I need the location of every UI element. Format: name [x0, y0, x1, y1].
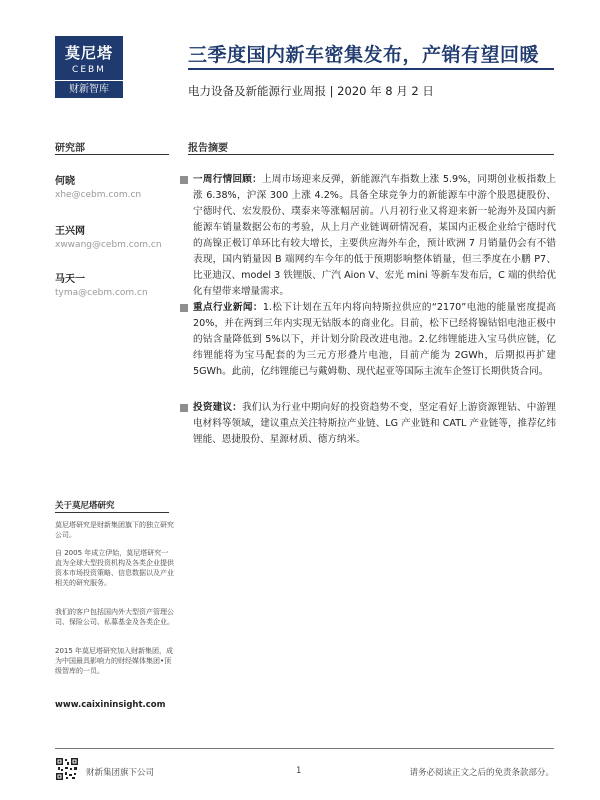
about-paragraph: 自 2005 年成立伊始，莫尼塔研究一直为全球大型投资机构及各类企业提供资本市场投资策略、信息数据以及产业相关的研究服务。	[55, 549, 174, 587]
about-heading: 关于莫尼塔研究	[55, 501, 115, 511]
analyst-entry	[55, 222, 175, 250]
bullet-heading: 一周行情回顾：	[193, 174, 263, 185]
bullet-heading: 投资建议：	[193, 402, 243, 413]
bullet-text: 1.松下计划在五年内将向特斯拉供应的“2170”电池的能量密度提高 20%，并在两到三年内实现无钴版本的商业化。目前，松下已经将镍钴铝电池正极中的钴含量降低到 5%以下，并计划分阶段改进电池。2.亿纬锂能进入宝马供应链，亿纬锂能将为宝马配套的为三元方形叠片电池，目前产能为 2GWh，后期拟再扩建 5GWh。此前，亿纬锂能已与戴姆勒、现代起亚等国际主流车企签订长期供货合同。	[193, 302, 557, 377]
analyst-email[interactable]: xhe@cebm.com.cn	[55, 190, 142, 200]
analyst-email[interactable]: xwwang@cebm.com.cn	[55, 240, 162, 250]
about-paragraph: 我们的客户包括国内外大型资产管理公司、保险公司、私募基金及各类企业。	[55, 608, 174, 626]
bullet-text: 我们认为行业中期向好的投资趋势不变，坚定看好上游资源锂钴、中游锂电材料等领域，建议重点关注特斯拉产业链、LG 产业链和 CATL 产业链等，推荐亿纬锂能、恩捷股份、星源材质、德方纳米。	[193, 402, 557, 445]
left-divider	[55, 154, 169, 155]
about-paragraph: 2015 年莫尼塔研究加入财新集团，成为中国最具影响力的财经媒体集团•顶级智库的一员。	[55, 647, 174, 675]
summary-bullet-investment-advice	[180, 400, 556, 448]
summary-heading: 报告摘要	[188, 143, 228, 154]
analyst-name: 何晓	[55, 176, 75, 187]
analyst-email[interactable]: tyma@cebm.com.cn	[55, 288, 148, 298]
analyst-name: 王兴网	[55, 226, 85, 237]
report-subtitle: 电力设备及新能源行业周报 | 2020 年 8 月 2 日	[188, 84, 434, 98]
about-divider	[55, 512, 169, 513]
title-divider	[188, 68, 554, 70]
footer-divider	[55, 748, 554, 749]
qr-code-icon	[55, 757, 79, 781]
footer-company: 财新集团旗下公司	[86, 768, 155, 778]
page-number: 1	[296, 766, 302, 776]
research-dept-heading: 研究部	[55, 143, 85, 154]
bullet-text: 上周市场迎来反弹，新能源汽车指数上涨 5.9%，同期创业板指数上涨 6.38%，沪深 300 上涨 4.2%。具备全球竞争力的新能源车中游个股恩捷股份、宁德时代、宏发股份、璞泰来等涨幅居前。八月初行业又将迎来新一轮海外及国内新能源车销量数据公布的考验，从上月产业链调研情况看，某国内正极企业给宁德时代的高镍正极订单环比有较大增长，主要供应海外车企，预计欧洲 7 月销量仍会有不错表现，国内销量因 B 端网约车今年的低于预期影响整体销量，但三季度在小鹏 P7、比亚迪汉、model 3 铁锂版、广汽 Aion V、宏光 mini 等新车发布后，C 端的供给优化有望带来增量需求。	[193, 174, 556, 297]
analyst-entry	[55, 270, 175, 298]
logo-cn: 莫尼塔	[64, 44, 113, 62]
bullet-square-icon	[180, 176, 188, 184]
bullet-square-icon	[180, 304, 188, 312]
right-divider	[188, 154, 554, 155]
report-title: 三季度国内新车密集发布，产销有望回暖	[188, 44, 540, 66]
logo-en: CEBM	[72, 65, 106, 75]
analyst-name: 马天一	[55, 274, 85, 285]
about-paragraph: 莫尼塔研究是财新集团旗下的独立研究公司。	[55, 521, 174, 539]
website-link[interactable]: www.caixininsight.com	[55, 700, 166, 710]
bullet-square-icon	[180, 404, 188, 412]
footer-disclaimer: 请务必阅读正文之后的免责条款部分。	[409, 768, 554, 778]
bullet-heading: 重点行业新闻：	[193, 302, 263, 313]
summary-bullet-industry-news	[180, 300, 556, 380]
summary-bullet-market-review	[180, 172, 556, 300]
logo-sub: 财新智库	[55, 80, 123, 98]
analyst-entry	[55, 172, 175, 200]
company-logo	[55, 36, 123, 98]
